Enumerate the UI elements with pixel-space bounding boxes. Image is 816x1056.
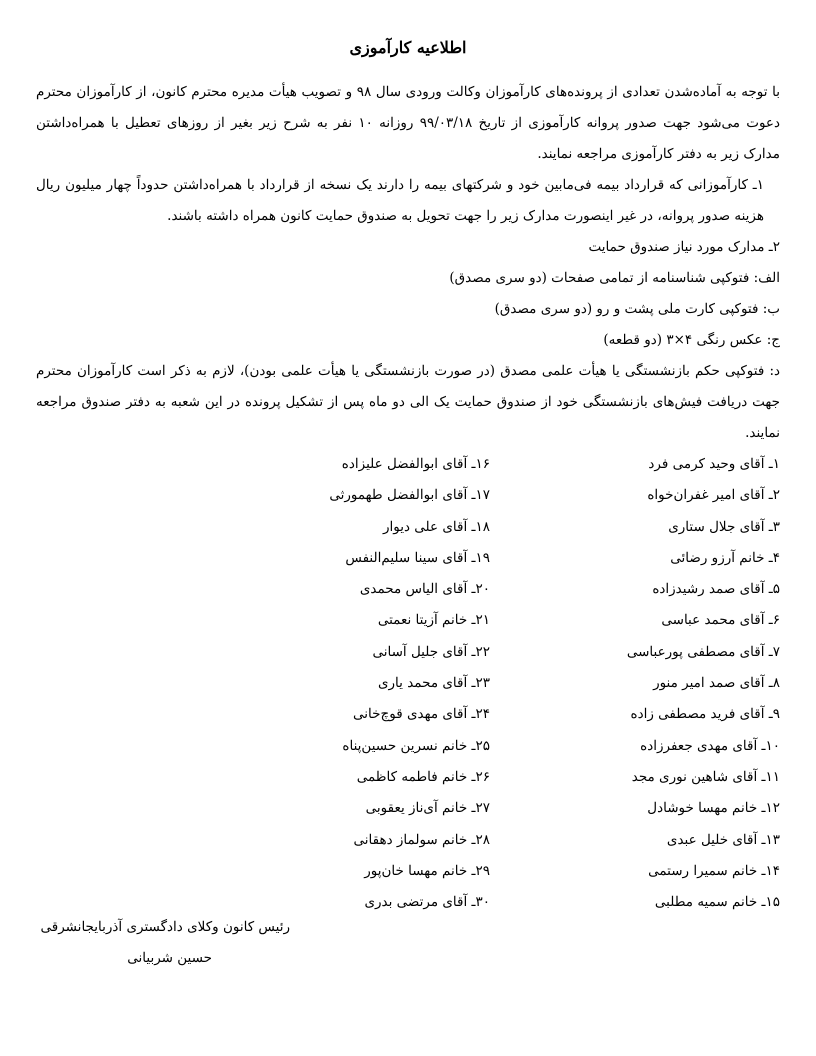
list-item: ۱۱ـ آقای شاهین نوری مجد bbox=[631, 768, 780, 785]
intro-text: با توجه به آماده‌شدن تعدادی از پرونده‌های کارآموزان وکالت ورودی سال ۹۸ و تصویب هیأت مدیره محترم کانون، از کارآموزان محترم دعوت می‌شود جهت صدور پروانه کارآموزی از تاریخ ۹۹/۰۳/۱۸ روزانه ۱۰ نفر به شرح زیر بغیر از روزهای تعطیل با همراه‌داشتن مدارک زیر به دفتر کارآموزی مراجعه نمایند. bbox=[36, 84, 780, 162]
list-item: ۵ـ آقای صمد رشیدزاده bbox=[652, 581, 780, 598]
list-item: ۲۷ـ خانم آی‌ناز یعقوبی bbox=[365, 800, 490, 817]
list-item: ۲۳ـ آقای محمد یاری bbox=[377, 675, 490, 692]
list-item: ۷ـ آقای مصطفی پورعباسی bbox=[626, 643, 780, 660]
list-item: ۲۱ـ خانم آزیتا نعمتی bbox=[377, 612, 490, 629]
list-item: ۱۷ـ آقای ابوالفضل طهمورثی bbox=[329, 487, 490, 504]
list-item: ۳ـ آقای جلال ستاری bbox=[668, 518, 780, 535]
list-item: ۲۹ـ خانم مهسا خان‌پور bbox=[364, 862, 490, 879]
list-item: ۴ـ خانم آرزو رضائی bbox=[670, 549, 780, 566]
page-title: اطلاعیه کارآموزی bbox=[349, 38, 467, 57]
item-d: د: فتوکپی حکم بازنشستگی یا هیأت علمی مصدق (در صورت بازنشستگی یا هیأت علمی بودن)، لازم به ذکر است کارآموزان محترم جهت دریافت فیش‌های بازنشستگی خود از صندوق حمایت یک الی دو ماه پس از تشکیل پرونده در این شعبه به دفتر صندوق مراجعه نمایند. bbox=[36, 363, 780, 441]
names-column-right bbox=[490, 449, 780, 918]
list-item: ۲۰ـ آقای الیاس محمدی bbox=[359, 581, 490, 598]
list-item: ۲۶ـ خانم فاطمه کاظمی bbox=[356, 768, 490, 785]
names-list bbox=[36, 449, 780, 919]
list-item: ۲۸ـ خانم سولماز دهقانی bbox=[353, 831, 490, 848]
intro-paragraph bbox=[36, 77, 780, 170]
list-item: ۲۴ـ آقای مهدی قوچ‌خانی bbox=[353, 706, 490, 723]
list-item: ۱۲ـ خانم مهسا خوشادل bbox=[647, 800, 780, 817]
list-item: ۱۰ـ آقای مهدی جعفرزاده bbox=[640, 737, 780, 754]
list-item: ۹ـ آقای فرید مصطفی زاده bbox=[630, 706, 780, 723]
item-c: ج: عکس رنگی ۴×۳ (دو قطعه) bbox=[603, 332, 780, 348]
list-item: ۲۲ـ آقای جلیل آسانی bbox=[372, 643, 490, 660]
names-column-left bbox=[200, 449, 490, 918]
list-item: ۱۸ـ آقای علی دیوار bbox=[382, 518, 490, 535]
list-item: ۱۶ـ آقای ابوالفضل علیزاده bbox=[341, 456, 490, 472]
list-item: ۱ـ آقای وحید کرمی فرد bbox=[648, 456, 780, 472]
item-1: ۱ـ کارآموزانی که قرارداد بیمه فی‌مابین خود و شرکتهای بیمه را دارند یک نسخه از قرارداد با همراه‌داشتن حدوداً چهار میلیون ریال هزینه صدور پروانه، در غیر اینصورت مدارک زیر را جهت تحویل به صندوق حمایت کانون همراه داشته باشند. bbox=[36, 177, 764, 224]
list-item: ۱۵ـ خانم سمیه مطلبی bbox=[654, 894, 780, 911]
signatory-name: حسین شربیانی bbox=[127, 950, 212, 966]
list-item: ۳۰ـ آقای مرتضی بدری bbox=[364, 894, 490, 911]
list-item: ۱۴ـ خانم سمیرا رستمی bbox=[648, 862, 780, 879]
list-item: ۱۳ـ آقای خلیل عبدی bbox=[666, 831, 780, 848]
list-item: ۱۹ـ آقای سینا سلیم‌النفس bbox=[345, 549, 490, 566]
list-item: ۲۵ـ خانم نسرین حسین‌پناه bbox=[342, 737, 490, 754]
list-item: ۶ـ آقای محمد عباسی bbox=[661, 612, 780, 629]
signature-block bbox=[30, 912, 290, 974]
requirements-list bbox=[36, 170, 780, 449]
item-2: ۲ـ مدارک مورد نیاز صندوق حمایت bbox=[588, 239, 780, 255]
signatory-position: رئیس کانون وکلای دادگستری آذربایجانشرقی bbox=[40, 919, 290, 935]
list-item: ۲ـ آقای امیر غفران‌خواه bbox=[647, 487, 780, 504]
list-item: ۸ـ آقای صمد امیر منور bbox=[653, 675, 780, 692]
item-a: الف: فتوکپی شناسنامه از تمامی صفحات (دو سری مصدق) bbox=[449, 270, 780, 286]
item-b: ب: فتوکپی کارت ملی پشت و رو (دو سری مصدق) bbox=[494, 301, 780, 317]
